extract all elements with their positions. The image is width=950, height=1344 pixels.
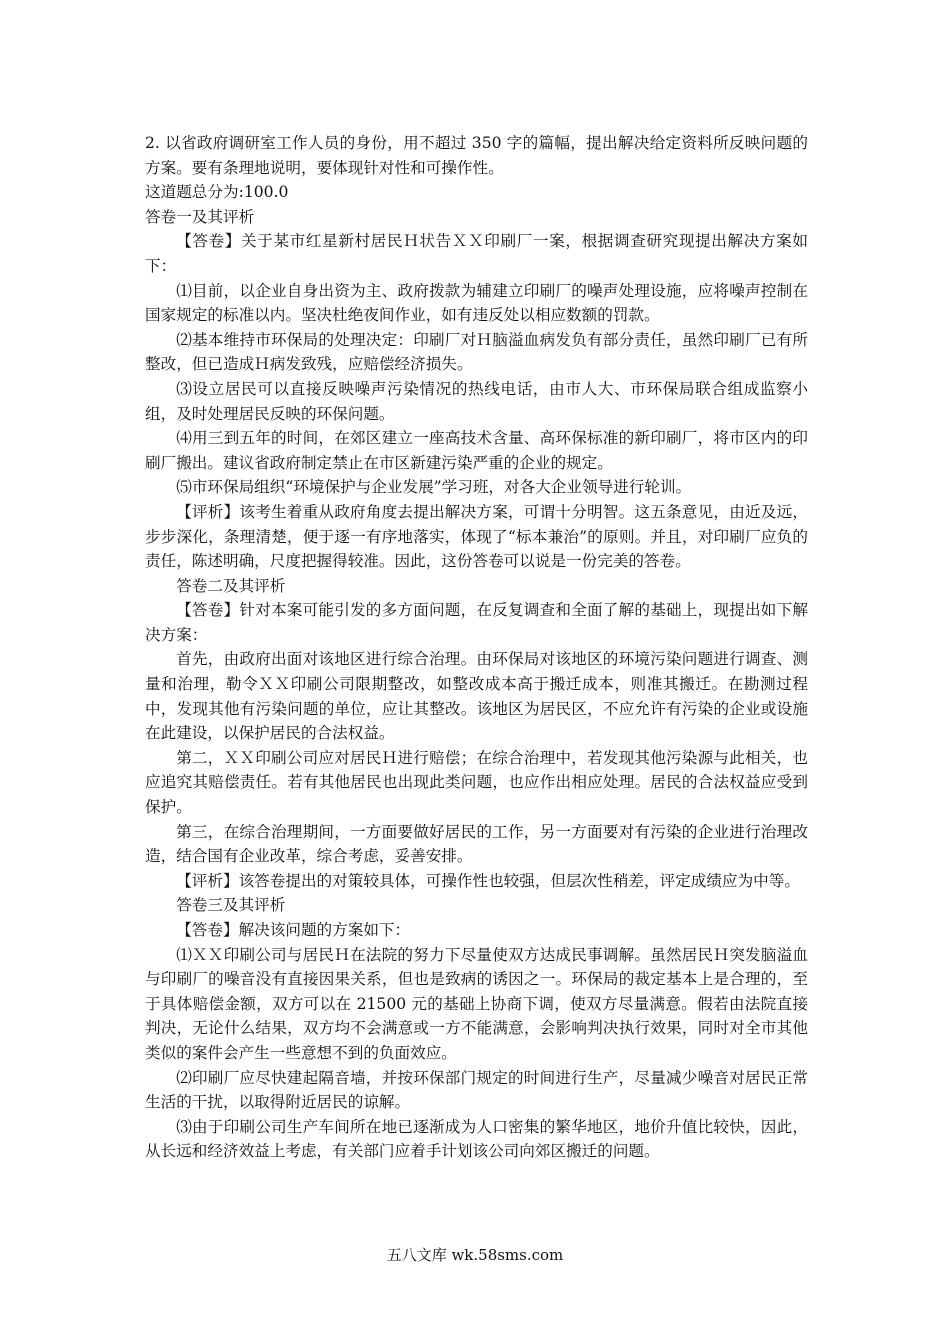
page-footer-watermark: 五八文库 wk.58sms.com: [386, 1246, 564, 1264]
answer1-item: ⑸市环保局组织“环境保护与企业发展”学习班，对各大企业领导进行轮训。: [176, 478, 692, 497]
answer3-item: ⑴ＸＸ印刷公司与居民Ｈ在法院的努力下尽量使双方达成民事调解。虽然居民Ｈ突发脑溢血与印刷厂的噪音没有直接因果关系，但也是致病的诱因之一。环保局的裁定基本上是合理的，至于具体赔偿金额，双方可以在 21500 元的基础上协商下调，使双方尽量满意。假若由法院直接判决，无论什么结果，双方均不会满意或一方不能满意，会影响判决执行效果，同时对全市其他类似的案件会产生一些意想不到的负面效应。: [145, 945, 808, 1062]
answer1-review: 【评析】该考生着重从政府角度去提出解决方案，可谓十分明智。这五条意见，由近及远，步步深化，条理清楚，便于逐一有序地落实，体现了“标本兼治”的原则。并且，对印刷厂应负的责任，陈述明确，尺度把握得较准。因此，这份答卷可以说是一份完美的答卷。: [145, 502, 808, 571]
answer2-item: 第三，在综合治理期间，一方面要做好居民的工作，另一方面要对有污染的企业进行治理改造，结合国有企业改革，综合考虑，妥善安排。: [145, 822, 808, 866]
answer2-item: 第二，ＸＸ印刷公司应对居民Ｈ进行赔偿；在综合治理中，若发现其他污染源与此相关，也应追究其赔偿责任。若有其他居民也出现此类问题，也应作出相应处理。居民的合法权益应受到保护。: [145, 748, 808, 817]
total-score: 这道题总分为:100.0: [145, 183, 289, 202]
answer1-intro: 【答卷】关于某市红星新村居民Ｈ状告ＸＸ印刷厂一案，根据调查研究现提出解决方案如下：: [145, 232, 808, 275]
answer3-intro: 【答卷】解决该问题的方案如下：: [176, 921, 411, 939]
answer3-heading: 答卷三及其评析: [176, 896, 286, 915]
document-body: [145, 131, 808, 1164]
answer2-intro: 【答卷】针对本案可能引发的多方面问题，在反复调查和全面了解的基础上，现提出如下解决方案：: [145, 601, 808, 644]
answer3-item: ⑶由于印刷公司生产车间所在地已逐渐成为人口密集的繁华地区，地价升值比较快，因此，从长远和经济效益上考虑，有关部门应着手计划该公司向郊区搬迁的问题。: [145, 1117, 808, 1161]
answer2-item: 首先，由政府出面对该地区进行综合治理。由环保局对该地区的环境污染问题进行调查、测量和治理，勒令ＸＸ印刷公司限期整改，如整改成本高于搬迁成本，则准其搬迁。在勘测过程中，发现其他有污染问题的单位，应让其整改。该地区为居民区，不应允许有污染的企业或设施在此建设，以保护居民的合法权益。: [145, 650, 808, 743]
answer1-item: ⑶设立居民可以直接反映噪声污染情况的热线电话，由市人大、市环保局联合组成监察小组，及时处理居民反映的环保问题。: [145, 379, 808, 423]
answer3-item: ⑵印刷厂应尽快建起隔音墙，并按环保部门规定的时间进行生产，尽量减少噪音对居民正常生活的干扰，以取得附近居民的谅解。: [145, 1068, 808, 1112]
question-text: 2. 以省政府调研室工作人员的身份，用不超过 350 字的篇幅，提出解决给定资料所反映问题的方案。要有条理地说明，要体现针对性和可操作性。: [145, 134, 808, 177]
answer1-item: ⑷用三到五年的时间，在郊区建立一座高技术含量、高环保标准的新印刷厂，将市区内的印刷厂搬出。建议省政府制定禁止在市区新建污染严重的企业的规定。: [145, 429, 808, 472]
answer1-item: ⑴目前，以企业自身出资为主、政府拨款为辅建立印刷厂的噪声处理设施，应将噪声控制在国家规定的标准以内。坚决杜绝夜间作业，如有违反处以相应数额的罚款。: [145, 281, 808, 325]
answer2-heading: 答卷二及其评析: [176, 576, 286, 595]
answer2-review: 【评析】该答卷提出的对策较具体，可操作性也较强，但层次性稍差，评定成绩应为中等。: [176, 871, 800, 890]
answer1-item: ⑵基本维持市环保局的处理决定：印刷厂对Ｈ脑溢血病发负有部分责任，虽然印刷厂已有所整改，但已造成Ｈ病发致残，应赔偿经济损失。: [145, 330, 808, 374]
answer1-heading: 答卷一及其评析: [145, 207, 255, 226]
